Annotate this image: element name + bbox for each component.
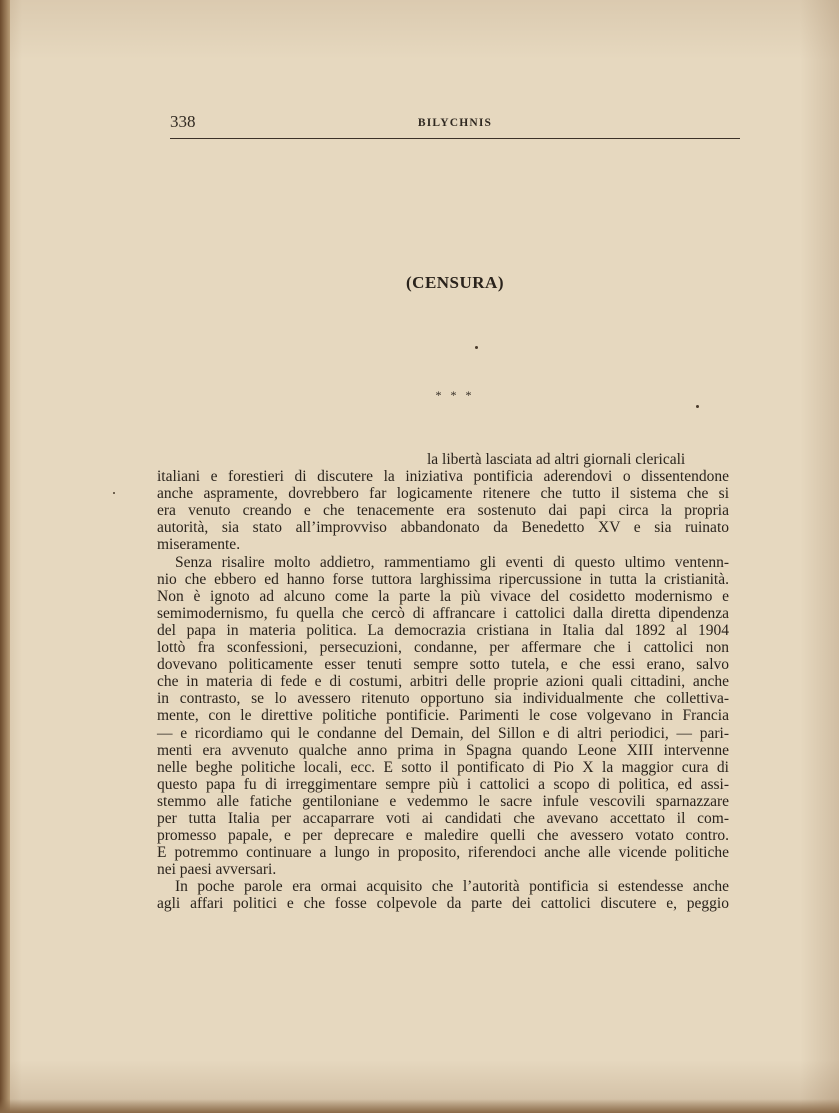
paper-speck	[696, 405, 699, 408]
text-line: mente, con le direttive politiche pontificie. Parimenti le cose volgevano in Francia	[157, 707, 729, 725]
text-line: era venuto creando e che tenacemente era sostenuto dai papi circa la propria	[157, 502, 729, 520]
text-line: nelle beghe politiche locali, ecc. E sotto il pontificato di Pio X la maggior cura di	[157, 758, 729, 776]
text-line: — e ricordiamo qui le condanne del Demain, del Sillon e di altri periodici, — pari-	[157, 724, 729, 742]
page-bottom-edge	[0, 1099, 839, 1113]
text-line: Senza risalire molto addietro, rammentiamo gli eventi di questo ultimo ventenn-	[175, 553, 729, 571]
censura-title: (CENSURA)	[406, 273, 504, 292]
text-line: del papa in materia politica. La democrazia cristiana in Italia dal 1892 al 1904	[157, 621, 729, 639]
text-line: E potremmo continuare a lungo in proposito, riferendoci anche alle vicende politiche	[157, 844, 729, 862]
text-line: per tutta Italia per accaparrare voti ai candidati che avevano accettato il com-	[157, 809, 729, 827]
text-line: autorità, sia stato all’improvviso abbandonato da Benedetto XV e sia ruinato	[157, 519, 729, 537]
text-line: anche aspramente, dovrebbero far logicamente ritenere che tutto il sistema che si	[157, 485, 729, 503]
text-line: semimodernismo, fu quella che cercò di affrancare i cattolici dalla diretta dipendenza	[157, 604, 729, 622]
text-line: stemmo alle fatiche gentiloniane e vedemmo le sacre infule vescovili sparnazzare	[157, 792, 729, 810]
page-header	[170, 112, 740, 139]
text-line: italiani e forestieri di discutere la iniziativa pontificia aderendovi o dissentendone	[157, 468, 729, 486]
text-line: questo papa fu di irreggimentare sempre più i cattolici a scopo di politica, ed assi-	[157, 775, 729, 793]
text-line: che in materia di fede e di costumi, arbitri delle proprie azioni quali cittadini, anche	[157, 673, 729, 691]
paper-speck	[113, 492, 115, 494]
text-line: promesso papale, e per deprecare e maledire quelli che avessero votato contro.	[157, 827, 729, 845]
body-text	[157, 451, 729, 913]
page-binding-edge	[0, 0, 10, 1113]
text-line: dovevano politicamente esser tenuti sempre sotto tutela, e che essi erano, salvo	[157, 656, 729, 674]
text-line: In poche parole era ormai acquisito che l’autorità pontificia si estendesse anche	[175, 878, 729, 896]
text-line: miseramente.	[157, 536, 241, 554]
text-line: lottò fra sconfessioni, persecuzioni, condanne, per affermare che i cattolici non	[157, 639, 729, 657]
text-line: nio che ebbero ed hanno forse tuttora larghissima ripercussione in tutta la cristianità.	[157, 570, 729, 588]
text-line: nei paesi avversari.	[157, 861, 277, 879]
running-title: BILYCHNIS	[417, 117, 493, 129]
text-line: Non è ignoto ad alcuno come la parte la più vivace del cosidetto modernismo e	[157, 587, 729, 605]
text-line: agli affari politici e che fosse colpevole da parte dei cattolici discutere e, peggio	[157, 895, 729, 913]
section-separator: * * *	[435, 388, 475, 402]
page-number: 338	[170, 112, 196, 131]
paper-speck	[475, 346, 478, 349]
text-line: menti era avvenuto qualche anno prima in Spagna quando Leone XIII intervenne	[157, 741, 729, 759]
text-line: la libertà lasciata ad altri giornali clericali	[427, 451, 686, 468]
text-line: in contrasto, se lo avessero ritenuto opportuno sia individualmente che collettiva-	[157, 690, 729, 708]
